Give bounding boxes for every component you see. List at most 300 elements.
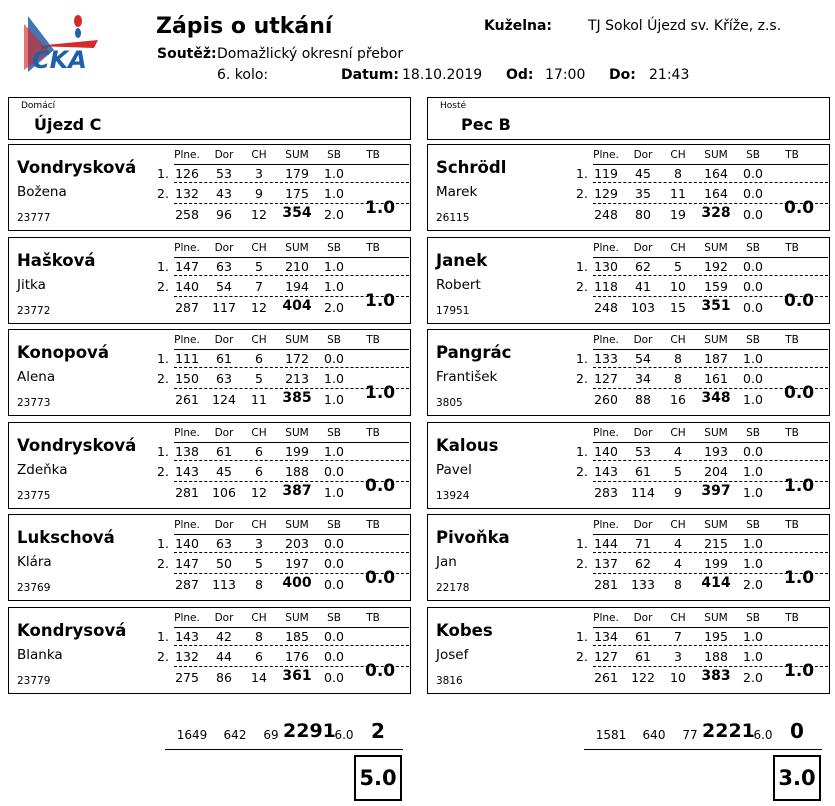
round-value: 3: [255, 166, 263, 181]
player-registration: 23775: [17, 489, 51, 502]
round-value: 5: [255, 556, 263, 571]
player-last-name: Lukschová: [17, 528, 115, 547]
player-box: [427, 422, 830, 509]
player-tb: 1.0: [784, 475, 815, 496]
total-sb: 6.0: [753, 728, 773, 742]
column-header: TB: [366, 519, 380, 531]
column-header: SB: [746, 611, 760, 624]
round-value: 45: [635, 166, 651, 181]
round-number: 1.: [157, 443, 169, 459]
final-score: 5.0: [354, 755, 402, 801]
round-value: 210: [285, 258, 309, 274]
column-header: SUM: [704, 426, 728, 439]
kolo-label: 6. kolo:: [217, 67, 269, 83]
player-registration: 23777: [17, 212, 51, 224]
divider-line: [174, 552, 409, 553]
player-tb: 0.0: [784, 290, 815, 311]
round-value: 11: [670, 186, 686, 201]
column-header: SUM: [285, 149, 309, 161]
round-value: 172: [285, 351, 309, 366]
player-registration: 22178: [436, 582, 470, 594]
round-number: 1.: [157, 258, 169, 274]
player-total-value: 86: [216, 669, 232, 685]
round-value: 161: [704, 371, 728, 386]
round-value: 199: [704, 556, 728, 571]
round-value: 215: [704, 536, 728, 551]
player-registration: 23773: [17, 397, 51, 409]
round-value: 0.0: [324, 628, 344, 644]
column-header: TB: [785, 519, 799, 531]
page-title: Zápis o utkání: [156, 14, 333, 39]
round-value: 111: [175, 351, 199, 366]
round-value: 126: [175, 166, 199, 181]
round-value: 1.0: [743, 536, 763, 551]
round-number: 2.: [157, 556, 169, 571]
player-box: [427, 514, 830, 601]
soutez-label: Soutěž:: [157, 46, 217, 62]
column-header: Plne.: [593, 519, 619, 531]
round-value: 45: [216, 463, 232, 479]
player-total-value: 12: [251, 299, 267, 315]
total-ch: 69: [263, 728, 279, 742]
home-team-box: [8, 97, 411, 140]
player-total-value: 404: [282, 297, 312, 314]
round-value: 61: [635, 648, 651, 664]
column-header: SB: [746, 241, 760, 254]
column-header: SB: [327, 426, 341, 439]
column-header: Plne.: [174, 241, 200, 254]
total-dor: 640: [642, 728, 666, 742]
divider-line: [174, 645, 409, 646]
round-value: 195: [704, 628, 728, 644]
player-total-value: 15: [670, 299, 686, 315]
player-tb: 1.0: [784, 660, 815, 681]
round-value: 1.0: [324, 278, 344, 294]
round-value: 193: [704, 443, 728, 459]
round-value: 140: [594, 443, 618, 459]
round-value: 150: [175, 371, 199, 386]
column-header: Plne.: [174, 149, 200, 161]
away-team-name: Pec B: [461, 115, 511, 134]
player-first-name: František: [436, 369, 498, 385]
player-registration: 26115: [436, 212, 470, 224]
kuzelna-label: Kuželna:: [484, 18, 553, 34]
player-box: [8, 237, 411, 324]
player-total-value: 124: [212, 392, 236, 407]
column-header: Dor: [633, 426, 653, 439]
round-number: 1.: [157, 536, 169, 551]
player-first-name: Pavel: [436, 461, 472, 478]
round-number: 2.: [576, 648, 588, 664]
od-value: 17:00: [545, 67, 586, 83]
round-value: 140: [175, 536, 199, 551]
player-total-value: 261: [175, 392, 199, 407]
column-header: CH: [251, 519, 267, 531]
player-total-value: 2.0: [324, 207, 344, 222]
column-header: Dor: [214, 149, 234, 161]
round-value: 197: [285, 556, 309, 571]
svg-text:ČKA: ČKA: [32, 46, 87, 74]
player-last-name: Schrödl: [436, 158, 507, 177]
round-value: 61: [635, 628, 651, 644]
round-number: 2.: [576, 371, 588, 386]
player-first-name: Božena: [17, 184, 67, 200]
round-value: 188: [285, 463, 309, 479]
column-header: TB: [366, 334, 380, 346]
total-plne: 1581: [595, 728, 627, 742]
round-number: 2.: [157, 186, 169, 201]
away-team-box: [427, 97, 830, 140]
column-header: CH: [670, 519, 686, 531]
divider-line: [593, 645, 828, 646]
player-registration: 3816: [436, 674, 463, 687]
round-number: 1.: [157, 351, 169, 366]
column-header: SUM: [704, 241, 728, 254]
column-header: CH: [670, 611, 686, 624]
round-value: 1.0: [324, 443, 344, 459]
round-value: 34: [635, 371, 651, 386]
do-value: 21:43: [649, 67, 690, 83]
column-header: SB: [746, 426, 760, 439]
round-value: 1.0: [324, 371, 344, 386]
player-last-name: Konopová: [17, 343, 109, 362]
total-tb: 2: [371, 719, 385, 743]
round-value: 147: [175, 258, 199, 274]
column-header: Plne.: [174, 519, 200, 531]
player-total-value: 397: [701, 482, 731, 499]
column-header: TB: [785, 334, 799, 346]
player-total-value: 8: [255, 577, 263, 592]
total-line: [165, 749, 403, 750]
divider-line: [593, 534, 828, 535]
player-total-value: 287: [175, 299, 199, 315]
od-label: Od:: [506, 67, 534, 83]
player-last-name: Pivoňka: [436, 528, 510, 547]
away-label: Hosté: [440, 101, 467, 111]
player-total-value: 258: [175, 207, 199, 222]
column-header: Plne.: [593, 149, 619, 161]
player-box: [8, 422, 411, 509]
player-total-value: 414: [701, 575, 731, 591]
cka-logo: [20, 12, 108, 74]
round-number: 1.: [157, 628, 169, 644]
round-value: 0.0: [743, 186, 763, 201]
player-total-value: 8: [674, 577, 682, 592]
player-last-name: Janek: [436, 250, 488, 270]
round-value: 4: [674, 536, 682, 551]
column-header: SUM: [704, 334, 728, 346]
round-value: 203: [285, 536, 309, 551]
total-line: [584, 749, 822, 750]
round-value: 147: [175, 556, 199, 571]
column-header: TB: [366, 611, 380, 624]
round-value: 130: [594, 258, 618, 274]
player-first-name: Josef: [436, 646, 469, 663]
round-value: 0.0: [743, 443, 763, 459]
divider-line: [593, 460, 828, 461]
player-total-value: 351: [701, 297, 731, 314]
column-header: SUM: [704, 519, 728, 531]
round-value: 1.0: [324, 258, 344, 274]
divider-line: [174, 164, 409, 165]
round-number: 1.: [157, 166, 169, 181]
player-total-value: 96: [216, 207, 232, 222]
column-header: Dor: [214, 241, 234, 254]
player-total-value: 1.0: [324, 484, 344, 500]
player-first-name: Marek: [436, 184, 478, 200]
player-total-value: 0.0: [324, 669, 344, 685]
total-sb: 6.0: [334, 728, 354, 742]
column-header: SUM: [285, 426, 309, 439]
round-number: 1.: [576, 258, 588, 274]
round-value: 204: [704, 463, 728, 479]
round-value: 61: [216, 351, 232, 366]
player-total-value: 400: [282, 575, 312, 591]
player-total-value: 287: [175, 577, 199, 592]
round-number: 2.: [576, 556, 588, 571]
player-total-value: 361: [282, 667, 312, 684]
column-header: CH: [251, 426, 267, 439]
player-total-value: 261: [594, 669, 618, 685]
divider-line: [593, 182, 828, 183]
player-box: [8, 514, 411, 601]
player-total-value: 283: [594, 484, 618, 500]
column-header: Plne.: [593, 426, 619, 439]
round-value: 1.0: [743, 648, 763, 664]
divider-line: [174, 460, 409, 461]
datum-value: 18.10.2019: [402, 67, 483, 83]
round-value: 4: [674, 556, 682, 571]
player-total-value: 328: [701, 205, 731, 221]
player-last-name: Kondrysová: [17, 620, 127, 640]
player-total-value: 1.0: [743, 484, 763, 500]
round-value: 8: [674, 371, 682, 386]
player-registration: 13924: [436, 489, 470, 502]
column-header: Dor: [214, 426, 234, 439]
player-tb: 0.0: [365, 660, 396, 681]
round-value: 9: [255, 186, 263, 201]
round-value: 179: [285, 166, 309, 181]
divider-line: [174, 367, 409, 368]
round-value: 127: [594, 371, 618, 386]
player-first-name: Jan: [436, 554, 457, 570]
round-value: 61: [635, 463, 651, 479]
player-total-value: 281: [594, 577, 618, 592]
round-value: 1.0: [743, 628, 763, 644]
round-value: 54: [635, 351, 651, 366]
player-registration: 3805: [436, 397, 463, 409]
column-header: Dor: [214, 519, 234, 531]
round-number: 2.: [576, 186, 588, 201]
column-header: SB: [327, 241, 341, 254]
player-total-value: 275: [175, 669, 199, 685]
round-value: 0.0: [743, 371, 763, 386]
round-value: 3: [255, 536, 263, 551]
round-value: 63: [216, 371, 232, 386]
column-header: Dor: [633, 519, 653, 531]
player-registration: 17951: [436, 304, 470, 317]
round-value: 61: [216, 443, 232, 459]
round-value: 5: [255, 371, 263, 386]
round-value: 43: [216, 186, 232, 201]
player-total-value: 354: [282, 205, 312, 221]
player-total-value: 16: [670, 392, 686, 407]
round-number: 1.: [576, 351, 588, 366]
player-total-value: 1.0: [324, 392, 344, 407]
player-tb: 0.0: [784, 383, 815, 403]
round-value: 62: [635, 258, 651, 274]
player-tb: 1.0: [784, 568, 815, 588]
column-header: Plne.: [593, 334, 619, 346]
column-header: Plne.: [174, 334, 200, 346]
round-number: 2.: [157, 278, 169, 294]
player-first-name: Alena: [17, 369, 56, 385]
divider-line: [174, 275, 409, 276]
column-header: Plne.: [174, 426, 200, 439]
player-total-value: 12: [251, 484, 267, 500]
player-tb: 0.0: [365, 568, 396, 588]
round-value: 0.0: [324, 536, 344, 551]
player-total-value: 133: [631, 577, 655, 592]
round-value: 0.0: [324, 463, 344, 479]
round-value: 143: [594, 463, 618, 479]
round-number: 1.: [576, 443, 588, 459]
player-total-value: 9: [674, 484, 682, 500]
player-total-value: 0.0: [743, 299, 763, 315]
column-header: SB: [327, 149, 341, 161]
column-header: TB: [785, 611, 799, 624]
round-value: 134: [594, 628, 618, 644]
round-value: 1.0: [743, 463, 763, 479]
round-value: 50: [216, 556, 232, 571]
player-box: [427, 237, 830, 324]
round-value: 6: [255, 351, 263, 366]
round-value: 4: [674, 443, 682, 459]
column-header: Dor: [633, 149, 653, 161]
round-value: 199: [285, 443, 309, 459]
round-number: 2.: [157, 463, 169, 479]
round-value: 71: [635, 536, 651, 551]
column-header: CH: [251, 241, 267, 254]
round-value: 41: [635, 278, 651, 294]
player-total-value: 80: [635, 207, 651, 222]
column-header: Plne.: [174, 611, 200, 624]
round-value: 35: [635, 186, 651, 201]
column-header: CH: [670, 241, 686, 254]
round-value: 143: [175, 628, 199, 644]
column-header: CH: [670, 334, 686, 346]
round-value: 6: [255, 648, 263, 664]
column-header: SUM: [285, 611, 309, 624]
round-value: 8: [674, 351, 682, 366]
divider-line: [593, 627, 828, 628]
round-value: 63: [216, 536, 232, 551]
round-value: 132: [175, 186, 199, 201]
column-header: CH: [251, 611, 267, 624]
round-value: 0.0: [743, 278, 763, 294]
column-header: SUM: [285, 241, 309, 254]
round-value: 3: [674, 648, 682, 664]
home-label: Domácí: [21, 101, 56, 111]
round-number: 2.: [576, 463, 588, 479]
player-total-value: 122: [631, 669, 655, 685]
datum-label: Datum:: [341, 67, 399, 83]
player-first-name: Jitka: [17, 276, 46, 293]
player-total-value: 113: [212, 577, 236, 592]
player-total-value: 11: [251, 392, 267, 407]
player-last-name: Kalous: [436, 435, 499, 455]
divider-line: [593, 257, 828, 258]
total-sum: 2221: [702, 720, 755, 742]
player-total-value: 387: [282, 482, 312, 499]
round-value: 6: [255, 443, 263, 459]
round-value: 0.0: [324, 351, 344, 366]
column-header: CH: [251, 149, 267, 161]
column-header: TB: [785, 426, 799, 439]
divider-line: [174, 442, 409, 443]
round-value: 54: [216, 278, 232, 294]
round-value: 0.0: [743, 258, 763, 274]
round-value: 1.0: [743, 556, 763, 571]
round-value: 44: [216, 648, 232, 664]
column-header: Dor: [633, 334, 653, 346]
player-total-value: 114: [631, 484, 655, 500]
round-value: 7: [674, 628, 682, 644]
do-label: Do:: [609, 67, 636, 83]
player-box: [8, 144, 411, 231]
home-team-name: Újezd C: [34, 115, 102, 134]
player-total-value: 383: [701, 667, 731, 684]
total-ch: 77: [682, 728, 698, 742]
column-header: SB: [327, 334, 341, 346]
divider-line: [593, 349, 828, 350]
column-header: TB: [366, 426, 380, 439]
player-tb: 1.0: [365, 198, 396, 218]
player-total-value: 248: [594, 207, 618, 222]
divider-line: [593, 552, 828, 553]
column-header: Plne.: [593, 611, 619, 624]
total-plne: 1649: [176, 728, 208, 742]
column-header: Dor: [214, 334, 234, 346]
total-tb: 0: [790, 719, 804, 743]
player-total-value: 106: [212, 484, 236, 500]
round-value: 143: [175, 463, 199, 479]
divider-line: [174, 349, 409, 350]
player-tb: 0.0: [784, 198, 815, 218]
round-value: 175: [285, 186, 309, 201]
player-total-value: 385: [282, 390, 312, 406]
round-value: 132: [175, 648, 199, 664]
round-value: 10: [670, 278, 686, 294]
round-value: 213: [285, 371, 309, 386]
round-value: 164: [704, 166, 728, 181]
column-header: SUM: [285, 519, 309, 531]
round-value: 0.0: [324, 556, 344, 571]
divider-line: [174, 534, 409, 535]
player-tb: 1.0: [365, 290, 396, 311]
round-value: 129: [594, 186, 618, 201]
round-value: 63: [216, 258, 232, 274]
player-tb: 1.0: [365, 383, 396, 403]
column-header: SUM: [285, 334, 309, 346]
player-last-name: Hašková: [17, 250, 96, 270]
column-header: SB: [746, 149, 760, 161]
column-header: TB: [785, 149, 799, 161]
player-total-value: 117: [212, 299, 236, 315]
round-value: 176: [285, 648, 309, 664]
soutez-value: Domažlický okresní přebor: [217, 46, 404, 62]
round-value: 194: [285, 278, 309, 294]
